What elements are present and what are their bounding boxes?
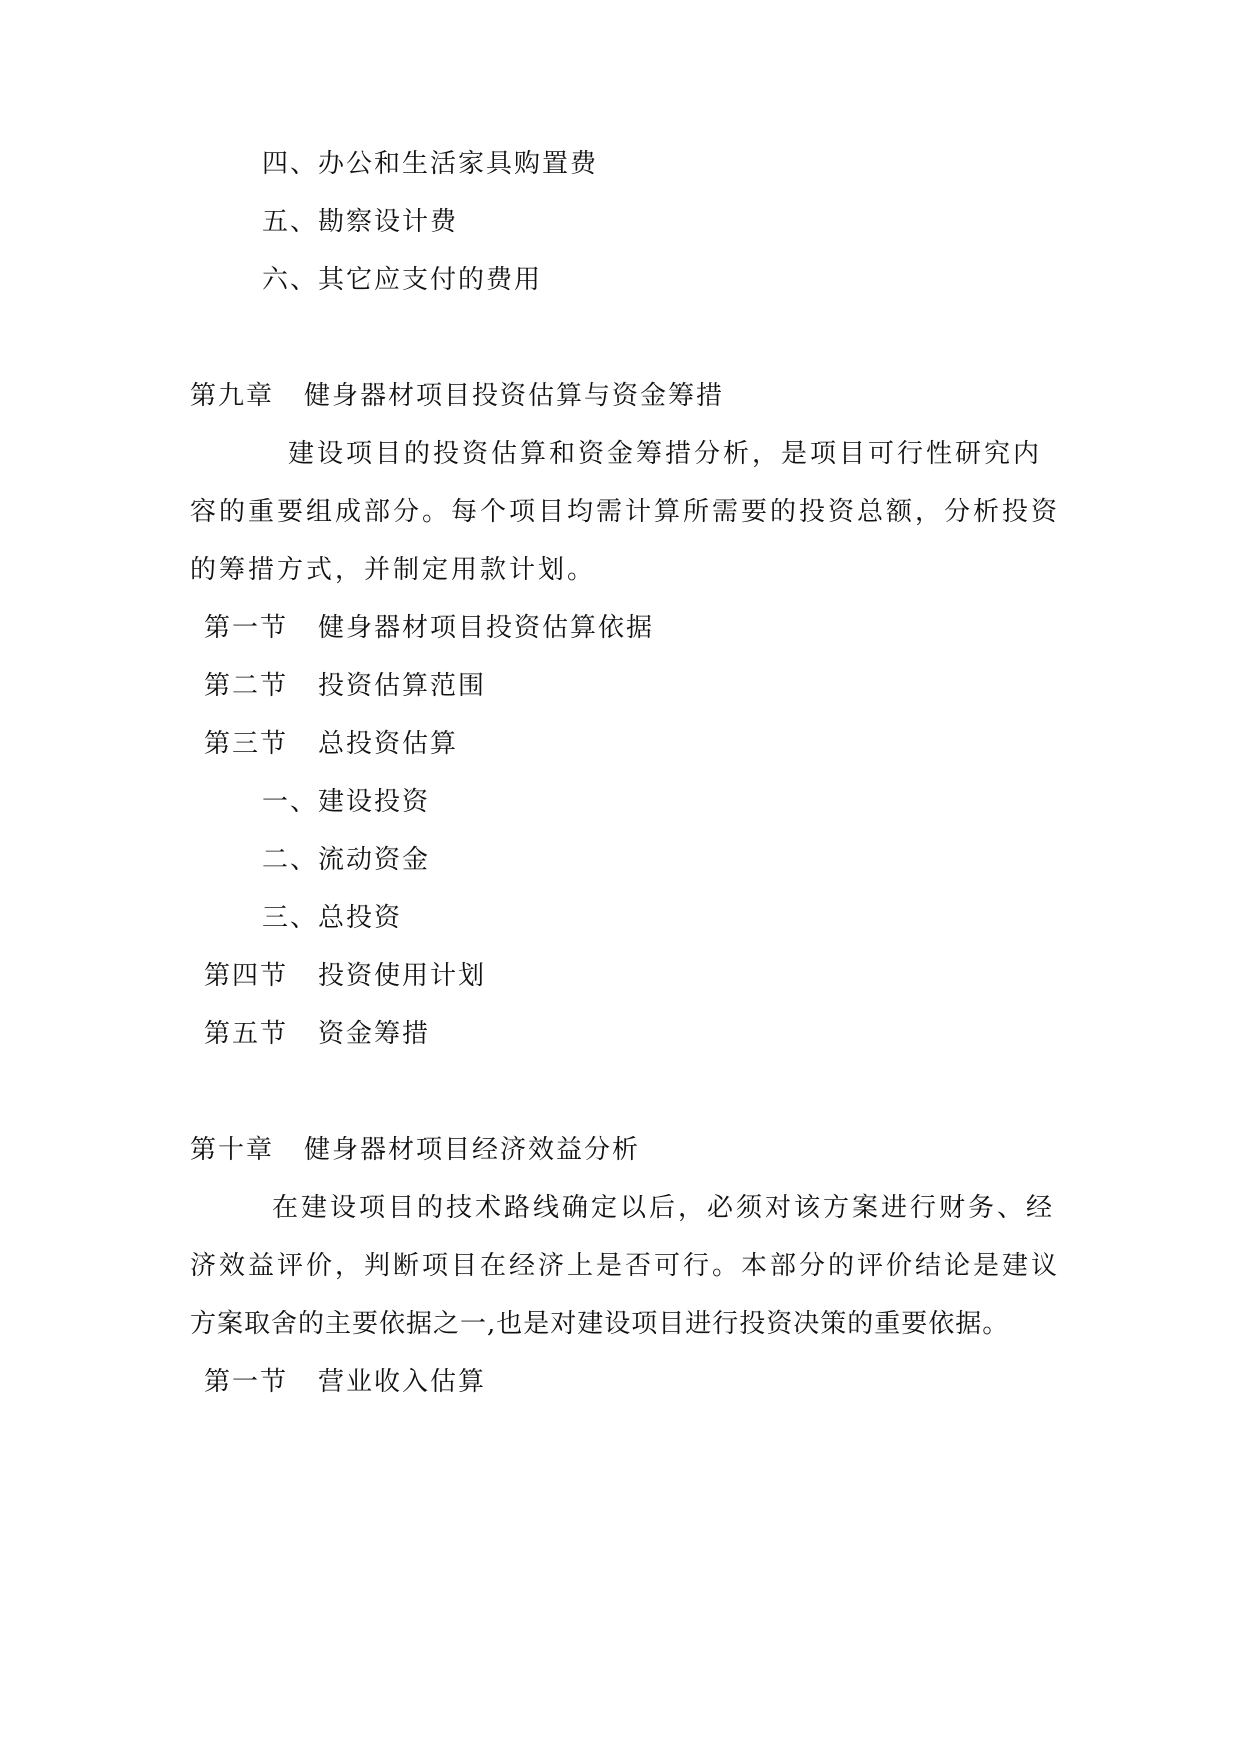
chapter-9-paragraph-line-1: 建设项目的投资估算和资金筹措分析，是项目可行性研究内 [288, 439, 1043, 469]
chapter-10-title: 健身器材项目经济效益分析 [304, 1135, 641, 1165]
section-title: 投资使用计划 [318, 961, 487, 991]
section-title: 总投资估算 [318, 729, 459, 759]
section-number: 第一节 [204, 613, 289, 643]
chapter-9-paragraph-line-3: 的筹措方式，并制定用款计划。 [190, 555, 597, 585]
section-heading [204, 726, 458, 762]
list-item-total-investment: 三、总投资 [262, 903, 403, 933]
section-title: 营业收入估算 [318, 1367, 487, 1397]
chapter-10-paragraph-line-3: 方案取舍的主要依据之一,也是对建设项目进行投资决策的重要依据。 [190, 1309, 1010, 1339]
section-number: 第五节 [204, 1019, 289, 1049]
chapter-10-heading [190, 1132, 640, 1168]
chapter-9-title: 健身器材项目投资估算与资金筹措 [304, 381, 725, 411]
section-heading [204, 610, 654, 646]
chapter-10-paragraph-line-1: 在建设项目的技术路线确定以后，必须对该方案进行财务、经 [272, 1193, 1056, 1223]
list-item-construction-investment: 一、建设投资 [262, 787, 431, 817]
chapter-9-number: 第九章 [190, 381, 275, 411]
section-title: 资金筹措 [318, 1019, 431, 1049]
list-item-other-costs: 六、其它应支付的费用 [262, 265, 543, 295]
section-number: 第一节 [204, 1367, 289, 1397]
chapter-10-paragraph-line-2: 济效益评价，判断项目在经济上是否可行。本部分的评价结论是建议 [190, 1251, 1061, 1281]
section-heading [204, 1364, 486, 1400]
section-heading [204, 1016, 430, 1052]
section-number: 第三节 [204, 729, 289, 759]
chapter-10-number: 第十章 [190, 1135, 275, 1165]
chapter-9-heading [190, 378, 724, 414]
chapter-9-paragraph-line-2: 容的重要组成部分。每个项目均需计算所需要的投资总额，分析投资 [190, 497, 1061, 527]
list-item-survey-design-cost: 五、勘察设计费 [262, 207, 459, 237]
list-item-working-capital: 二、流动资金 [262, 845, 431, 875]
section-title: 投资估算范围 [318, 671, 487, 701]
section-number: 第四节 [204, 961, 289, 991]
section-title: 健身器材项目投资估算依据 [318, 613, 655, 643]
list-item-furniture-cost: 四、办公和生活家具购置费 [262, 149, 599, 179]
section-heading [204, 668, 486, 704]
section-number: 第二节 [204, 671, 289, 701]
section-heading [204, 958, 486, 994]
